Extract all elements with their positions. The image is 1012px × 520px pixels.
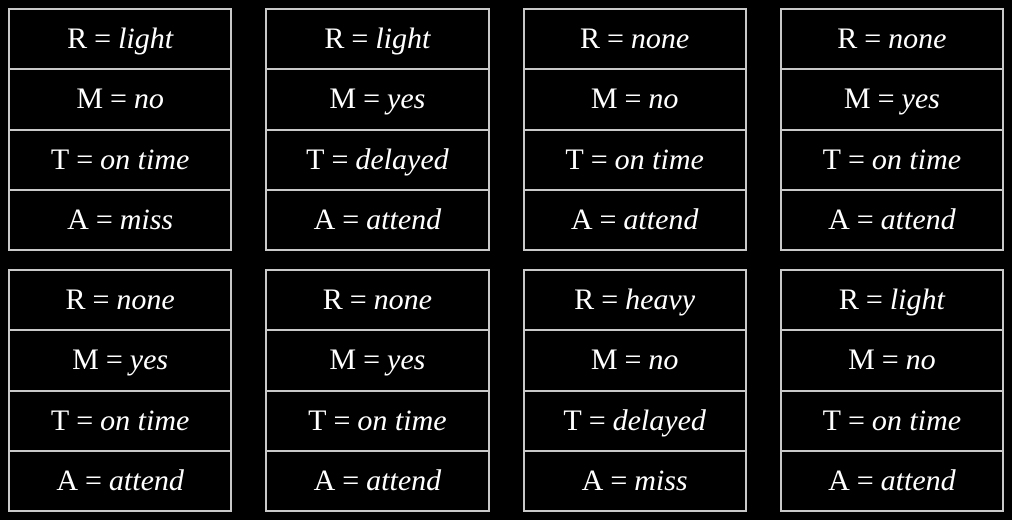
equals-sign: = <box>848 142 865 176</box>
attribute-key: T <box>563 403 582 437</box>
equals-sign: = <box>105 343 123 377</box>
attribute-row <box>525 131 745 191</box>
attribute-row <box>525 452 745 510</box>
case-card <box>523 269 747 512</box>
attribute-row <box>525 331 745 391</box>
equals-sign: = <box>349 283 367 317</box>
case-card <box>8 269 232 512</box>
equals-sign: = <box>94 22 112 56</box>
attribute-value: light <box>889 283 945 317</box>
attribute-value: yes <box>129 343 169 377</box>
case-card <box>8 8 232 251</box>
equals-sign: = <box>342 463 360 497</box>
attribute-row <box>525 392 745 452</box>
attribute-key: A <box>313 463 336 497</box>
attribute-row <box>525 70 745 130</box>
attribute-value: yes <box>387 82 426 116</box>
attribute-value: none <box>116 283 175 317</box>
attribute-row <box>267 191 487 249</box>
attribute-row <box>10 131 230 191</box>
attribute-value: yes <box>387 343 426 377</box>
equals-sign: = <box>351 22 369 56</box>
attribute-row <box>782 131 1002 191</box>
attribute-row <box>10 10 230 70</box>
attribute-value: light <box>118 22 174 56</box>
attribute-key: T <box>308 403 327 437</box>
attribute-row <box>267 392 487 452</box>
case-card <box>265 8 489 251</box>
attribute-value: no <box>648 82 679 116</box>
equals-sign: = <box>877 82 895 116</box>
attribute-value: miss <box>119 202 174 236</box>
attribute-value: no <box>648 343 679 377</box>
attribute-row <box>10 70 230 130</box>
attribute-value: on time <box>871 142 962 176</box>
attribute-key: R <box>838 283 859 317</box>
attribute-row <box>782 70 1002 130</box>
equals-sign: = <box>331 142 349 176</box>
attribute-value: no <box>905 343 936 377</box>
attribute-row <box>782 392 1002 452</box>
attribute-key: A <box>67 202 89 236</box>
equals-sign: = <box>85 463 102 497</box>
attribute-value: on time <box>357 403 447 437</box>
attribute-value: on time <box>100 403 190 437</box>
attribute-key: A <box>313 202 336 236</box>
attribute-row <box>525 191 745 249</box>
attribute-value: none <box>888 22 947 56</box>
attribute-key: M <box>329 82 357 116</box>
attribute-row <box>267 452 487 510</box>
case-card <box>265 269 489 512</box>
attribute-value: attend <box>880 463 956 497</box>
attribute-key: M <box>76 82 103 116</box>
attribute-key: M <box>848 343 875 377</box>
case-card <box>523 8 747 251</box>
equals-sign: = <box>588 403 606 437</box>
attribute-key: A <box>581 463 604 497</box>
attribute-value: none <box>630 22 690 56</box>
attribute-value: on time <box>871 403 962 437</box>
attribute-value: on time <box>614 142 704 176</box>
attribute-key: T <box>50 403 70 437</box>
attribute-value: attend <box>623 202 699 236</box>
equals-sign: = <box>856 202 874 236</box>
equals-sign: = <box>881 343 899 377</box>
attribute-value: delayed <box>355 142 449 176</box>
attribute-value: delayed <box>612 403 706 437</box>
attribute-key: R <box>574 283 595 317</box>
attribute-key: T <box>565 142 584 176</box>
attribute-key: M <box>843 82 871 116</box>
attribute-row <box>782 191 1002 249</box>
attribute-key: A <box>570 202 593 236</box>
attribute-key: A <box>828 202 850 236</box>
attribute-value: no <box>133 82 164 116</box>
attribute-key: M <box>590 82 618 116</box>
attribute-row <box>10 331 230 391</box>
attribute-row <box>267 131 487 191</box>
attribute-key: R <box>579 22 600 56</box>
equals-sign: = <box>624 82 642 116</box>
equals-sign: = <box>607 22 624 56</box>
attribute-value: miss <box>634 463 688 497</box>
attribute-row <box>10 452 230 510</box>
attribute-key: R <box>322 283 343 317</box>
equals-sign: = <box>363 82 381 116</box>
attribute-row <box>267 331 487 391</box>
attribute-row <box>267 70 487 130</box>
equals-sign: = <box>601 283 619 317</box>
equals-sign: = <box>333 403 351 437</box>
equals-sign: = <box>590 142 608 176</box>
attribute-row <box>267 10 487 70</box>
case-card <box>780 269 1004 512</box>
equals-sign: = <box>363 343 381 377</box>
attribute-row <box>10 191 230 249</box>
attribute-key: T <box>50 142 70 176</box>
attribute-row <box>525 10 745 70</box>
attribute-row <box>525 271 745 331</box>
attribute-key: R <box>324 22 345 56</box>
attribute-value: attend <box>880 202 956 236</box>
attribute-key: R <box>65 283 86 317</box>
attribute-value: yes <box>901 82 940 116</box>
equals-sign: = <box>848 403 865 437</box>
equals-sign: = <box>110 82 127 116</box>
attribute-value: light <box>375 22 431 56</box>
equals-sign: = <box>610 463 628 497</box>
case-card <box>780 8 1004 251</box>
attribute-row <box>10 392 230 452</box>
equals-sign: = <box>856 463 874 497</box>
attribute-value: attend <box>108 463 184 497</box>
attribute-key: R <box>837 22 858 56</box>
attribute-key: M <box>72 343 99 377</box>
equals-sign: = <box>864 22 882 56</box>
attribute-key: R <box>67 22 88 56</box>
attribute-key: M <box>329 343 357 377</box>
equals-sign: = <box>95 202 113 236</box>
equals-sign: = <box>624 343 642 377</box>
attribute-key: T <box>306 142 325 176</box>
attribute-value: none <box>373 283 432 317</box>
equals-sign: = <box>76 403 94 437</box>
attribute-row <box>782 10 1002 70</box>
attribute-key: T <box>822 403 841 437</box>
attribute-key: A <box>56 463 78 497</box>
equals-sign: = <box>342 202 360 236</box>
attribute-key: M <box>590 343 618 377</box>
attribute-value: attend <box>366 202 442 236</box>
equals-sign: = <box>599 202 617 236</box>
attribute-row <box>782 331 1002 391</box>
equals-sign: = <box>92 283 110 317</box>
attribute-value: heavy <box>625 283 696 317</box>
attribute-row <box>267 271 487 331</box>
attribute-row <box>782 452 1002 510</box>
equals-sign: = <box>76 142 94 176</box>
attribute-row <box>10 271 230 331</box>
attribute-row <box>782 271 1002 331</box>
attribute-value: on time <box>100 142 190 176</box>
attribute-key: T <box>822 142 841 176</box>
attribute-value: attend <box>366 463 442 497</box>
equals-sign: = <box>865 283 883 317</box>
attribute-key: A <box>828 463 850 497</box>
